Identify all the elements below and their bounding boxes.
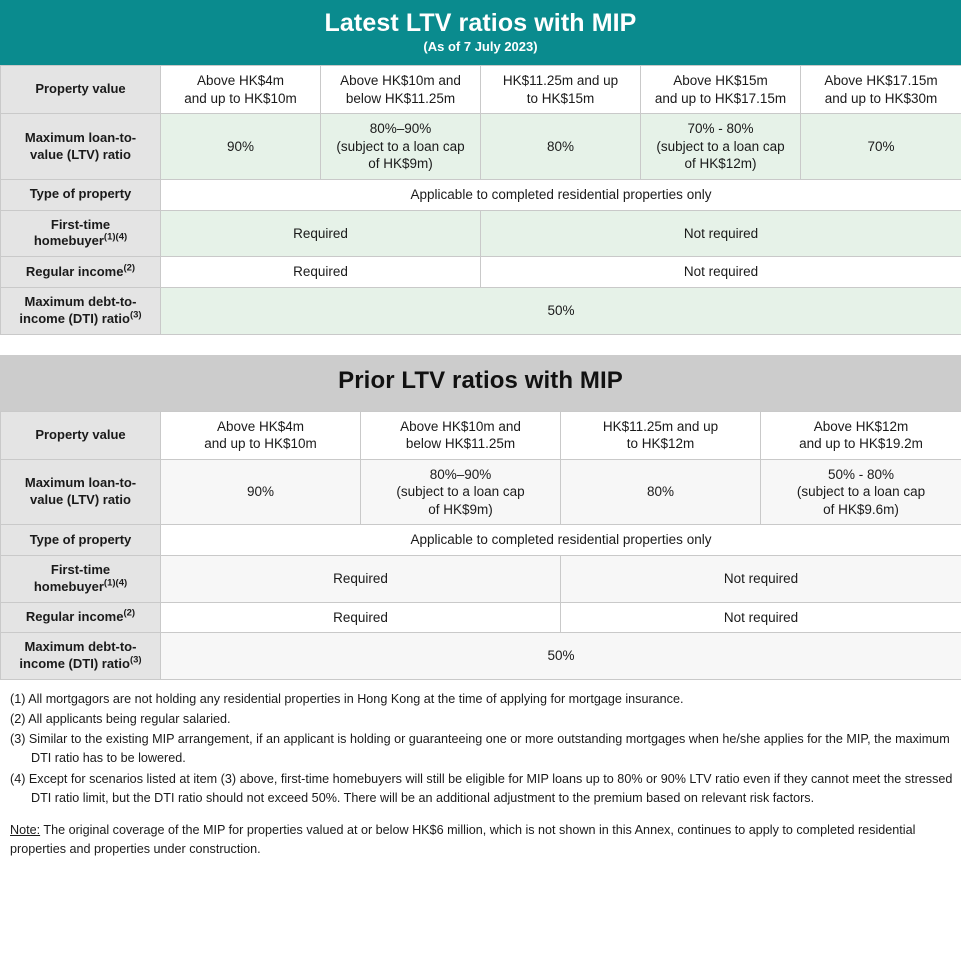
row-label-regular-income-text: Regular income bbox=[25, 263, 124, 279]
table-row bbox=[1, 114, 961, 180]
table-row bbox=[1, 180, 961, 211]
prior-ltv-title: Prior LTV ratios with MIP bbox=[338, 366, 623, 394]
table-row bbox=[1, 66, 961, 114]
cell-type-of-property: Applicable to completed residential properties only bbox=[161, 525, 961, 556]
row-label-regular-income-text: Regular income bbox=[25, 608, 124, 624]
row-label-max-ltv-line1: Maximum loan-to- bbox=[24, 475, 137, 491]
cell-max-ltv-4: 50% - 80% (subject to a loan cap of HK$9.6m) bbox=[761, 459, 961, 525]
cell-max-dti-value: 50% bbox=[161, 633, 961, 680]
footnote-1: (1) All mortgagors are not holding any residential properties in Hong Kong at the time of applying for mortgage insurance. bbox=[10, 691, 684, 706]
prior-ltv-banner bbox=[0, 355, 961, 411]
cell-property-value-5: Above HK$17.15m and up to HK$30m bbox=[801, 66, 961, 114]
table-row bbox=[1, 287, 961, 334]
cell-max-ltv-1: 90% bbox=[161, 459, 361, 525]
table-row bbox=[1, 555, 961, 602]
cell-property-value-3: HK$11.25m and up to HK$15m bbox=[481, 66, 641, 114]
table-row bbox=[1, 525, 961, 556]
footnote-ref-3: (3) bbox=[129, 309, 142, 321]
table-row bbox=[1, 633, 961, 680]
row-label-max-ltv-line2: value (LTV) ratio bbox=[30, 146, 131, 162]
footnote-ref-3: (3) bbox=[129, 654, 142, 666]
footnote-3: (3) Similar to the existing MIP arrangement, if an applicant is holding or guaranteeing one or more outstanding mortgages when he/she applies for the MIP, the maximum DTI ratio has to be lowered. bbox=[10, 732, 950, 766]
table-row bbox=[1, 459, 961, 525]
cell-property-value-1: Above HK$4m and up to HK$10m bbox=[161, 66, 321, 114]
row-label-max-dti-line1: Maximum debt-to- bbox=[24, 293, 137, 309]
footnote-ref-1-4: (1)(4) bbox=[103, 577, 128, 589]
row-label-type-of-property: Type of property bbox=[1, 525, 161, 556]
cell-property-value-2: Above HK$10m and below HK$11.25m bbox=[321, 66, 481, 114]
row-label-max-ltv bbox=[1, 459, 161, 525]
row-label-type-of-property: Type of property bbox=[1, 180, 161, 211]
latest-ltv-title: Latest LTV ratios with MIP bbox=[324, 9, 637, 37]
cell-type-of-property: Applicable to completed residential properties only bbox=[161, 180, 961, 211]
row-label-max-ltv bbox=[1, 114, 161, 180]
row-label-max-ltv-line1: Maximum loan-to- bbox=[24, 129, 137, 145]
general-note-text: The original coverage of the MIP for properties valued at or below HK$6 million, which is not shown in this Annex, continues to apply to completed residential properties and properties under construction. bbox=[10, 822, 916, 857]
cell-property-value-4: Above HK$12m and up to HK$19.2m bbox=[761, 411, 961, 459]
cell-max-ltv-2: 80%–90% (subject to a loan cap of HK$9m) bbox=[321, 114, 481, 180]
table-row bbox=[1, 411, 961, 459]
footnote-ref-1-4: (1)(4) bbox=[103, 232, 128, 244]
footnote-ref-2: (2) bbox=[123, 262, 136, 274]
cell-fth-required: Required bbox=[161, 555, 561, 602]
row-label-fth-line1: First-time bbox=[50, 561, 111, 577]
cell-regular-income-not-required: Not required bbox=[561, 602, 961, 633]
cell-max-dti-value: 50% bbox=[161, 287, 961, 334]
cell-fth-not-required: Not required bbox=[561, 555, 961, 602]
cell-property-value-4: Above HK$15m and up to HK$17.15m bbox=[641, 66, 801, 114]
cell-regular-income-required: Required bbox=[161, 257, 481, 288]
row-label-property-value: Property value bbox=[1, 66, 161, 114]
latest-ltv-table bbox=[0, 65, 961, 334]
row-label-fth-line2: homebuyer bbox=[33, 578, 104, 594]
row-label-regular-income bbox=[1, 257, 161, 288]
row-label-max-dti bbox=[1, 633, 161, 680]
row-label-max-dti bbox=[1, 287, 161, 334]
row-label-first-time-homebuyer bbox=[1, 210, 161, 257]
table-separator bbox=[0, 335, 961, 355]
latest-ltv-subtitle: (As of 7 July 2023) bbox=[423, 39, 538, 54]
row-label-property-value: Property value bbox=[1, 411, 161, 459]
table-row bbox=[1, 602, 961, 633]
cell-property-value-2: Above HK$10m and below HK$11.25m bbox=[361, 411, 561, 459]
footnote-ref-2: (2) bbox=[123, 607, 136, 619]
row-label-max-ltv-line2: value (LTV) ratio bbox=[30, 491, 131, 507]
cell-fth-required: Required bbox=[161, 210, 481, 257]
cell-property-value-1: Above HK$4m and up to HK$10m bbox=[161, 411, 361, 459]
footnote-2: (2) All applicants being regular salaried. bbox=[10, 712, 231, 727]
row-label-max-dti-line2: income (DTI) ratio bbox=[19, 656, 130, 672]
row-label-max-dti-line2: income (DTI) ratio bbox=[19, 310, 130, 326]
row-label-fth-line2: homebuyer bbox=[33, 233, 104, 249]
cell-regular-income-required: Required bbox=[161, 602, 561, 633]
cell-max-ltv-4: 70% - 80% (subject to a loan cap of HK$12m) bbox=[641, 114, 801, 180]
cell-max-ltv-2: 80%–90% (subject to a loan cap of HK$9m) bbox=[361, 459, 561, 525]
row-label-fth-line1: First-time bbox=[50, 216, 111, 232]
general-note-label: Note: bbox=[10, 822, 41, 837]
cell-fth-not-required: Not required bbox=[481, 210, 961, 257]
cell-max-ltv-3: 80% bbox=[561, 459, 761, 525]
cell-max-ltv-1: 90% bbox=[161, 114, 321, 180]
row-label-regular-income bbox=[1, 602, 161, 633]
cell-property-value-3: HK$11.25m and up to HK$12m bbox=[561, 411, 761, 459]
row-label-max-dti-line1: Maximum debt-to- bbox=[24, 639, 137, 655]
cell-max-ltv-3: 80% bbox=[481, 114, 641, 180]
cell-regular-income-not-required: Not required bbox=[481, 257, 961, 288]
table-row bbox=[1, 257, 961, 288]
cell-max-ltv-5: 70% bbox=[801, 114, 961, 180]
footnote-4: (4) Except for scenarios listed at item (3) above, first-time homebuyers will still be eligible for MIP loans up to 80% or 90% LTV ratio even if they cannot meet the stressed DTI ratio limit, but the DTI ratio should not exceed 50%. There will be an additional adjustment to the premium based on relevant risk factors. bbox=[10, 771, 953, 805]
row-label-first-time-homebuyer bbox=[1, 555, 161, 602]
prior-ltv-table bbox=[0, 411, 961, 680]
general-note bbox=[10, 821, 953, 860]
table-row bbox=[1, 210, 961, 257]
footnotes-section bbox=[0, 680, 961, 860]
latest-ltv-banner bbox=[0, 0, 961, 65]
